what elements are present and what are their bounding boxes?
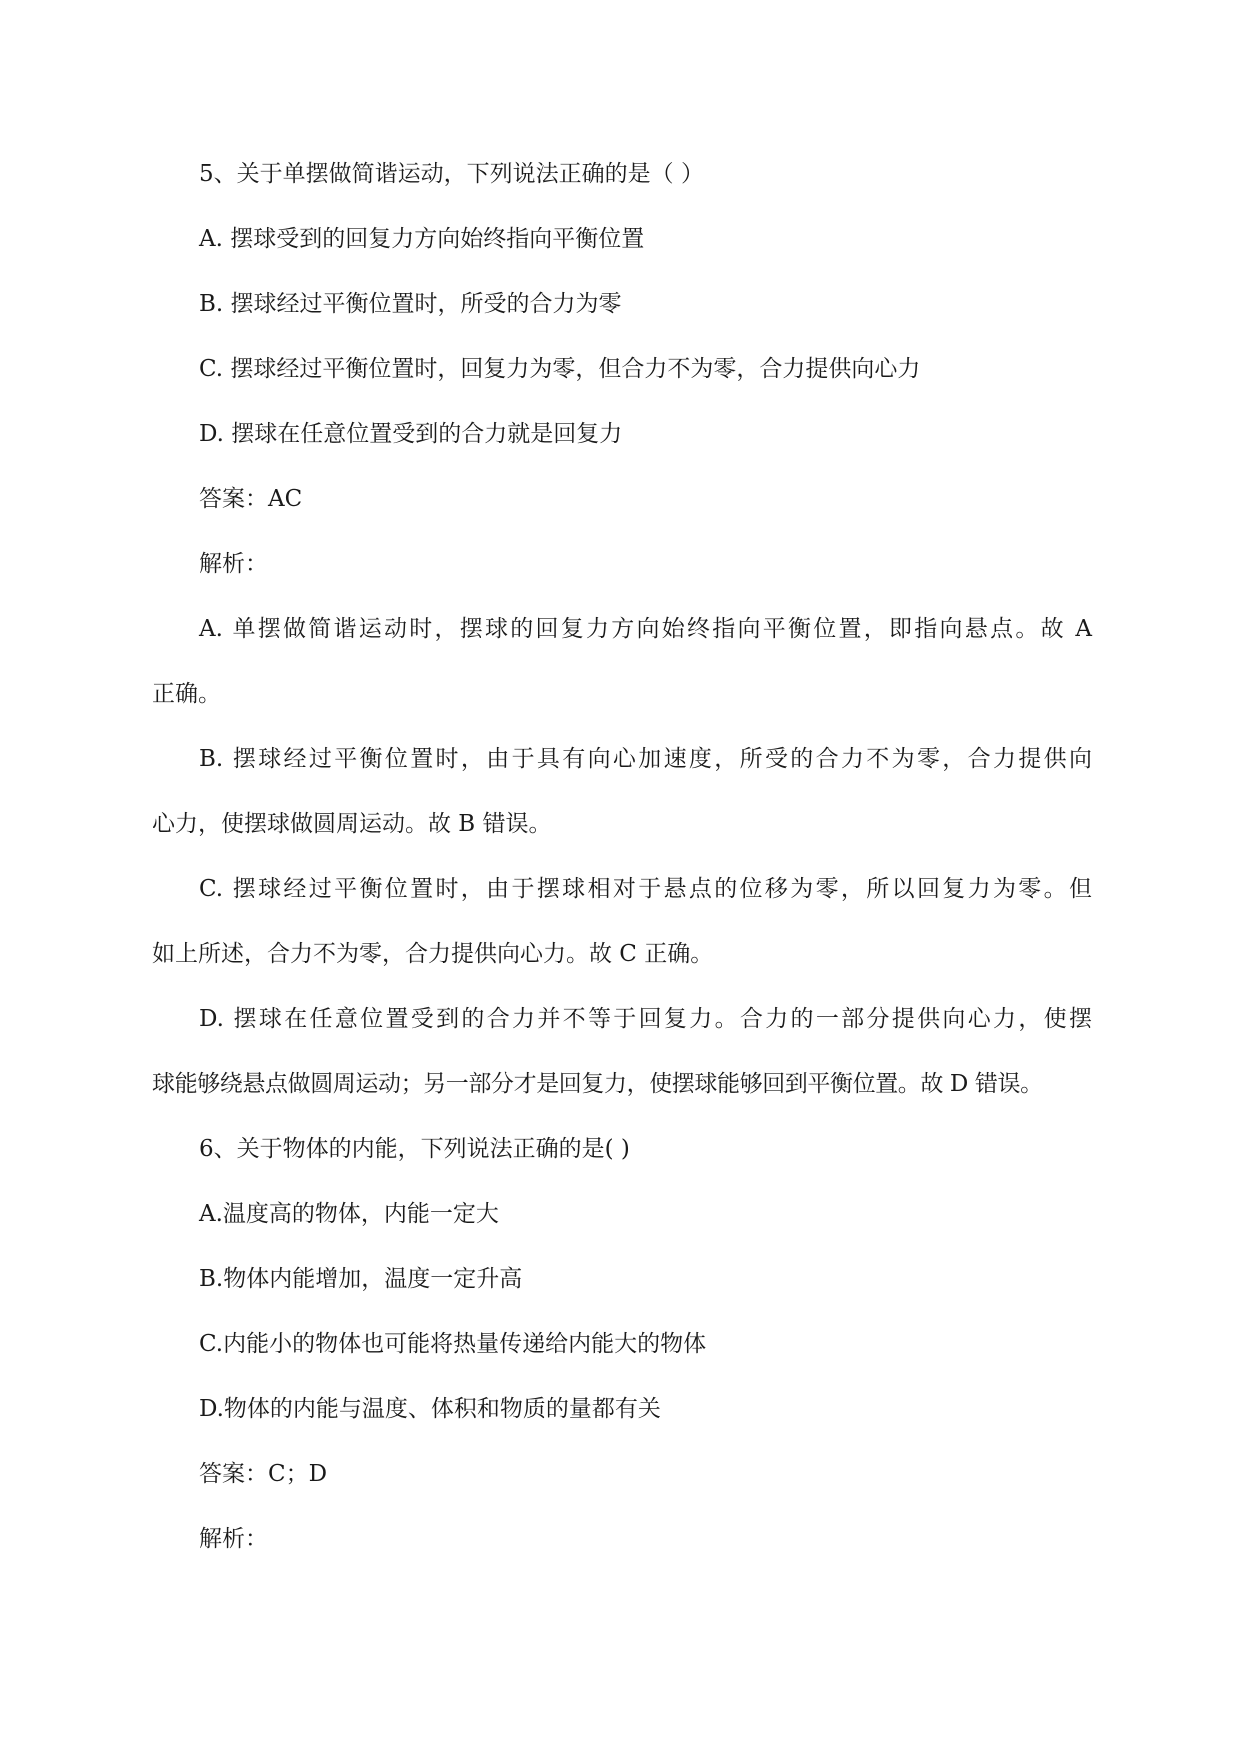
document-content xyxy=(152,142,1092,1572)
question-5-answer: 答案：AC xyxy=(199,486,303,512)
question-5-analysis-label: 解析： xyxy=(199,551,268,577)
analysis-d-line-1: D. 摆球在任意位置受到的合力并不等于回复力。合力的一部分提供向心力，使摆 xyxy=(199,1006,1092,1032)
analysis-b-line-2: 心力，使摆球做圆周运动。故 B 错误。 xyxy=(152,811,552,837)
question-6-option-a: A.温度高的物体，内能一定大 xyxy=(199,1201,499,1227)
question-5-option-a: A. 摆球受到的回复力方向始终指向平衡位置 xyxy=(199,226,645,252)
question-5-option-b: B. 摆球经过平衡位置时，所受的合力为零 xyxy=(199,291,622,317)
analysis-d-line-2: 球能够绕悬点做圆周运动；另一部分才是回复力，使摆球能够回到平衡位置。故 D 错误。 xyxy=(152,1071,1043,1097)
analysis-a-line-2: 正确。 xyxy=(152,681,221,707)
analysis-b-line-1: B. 摆球经过平衡位置时，由于具有向心加速度，所受的合力不为零，合力提供向 xyxy=(199,746,1092,772)
analysis-c-line-2: 如上所述，合力不为零，合力提供向心力。故 C 正确。 xyxy=(152,941,714,967)
question-6-option-b: B.物体内能增加，温度一定升高 xyxy=(199,1266,523,1292)
question-6-answer: 答案：C；D xyxy=(199,1461,328,1487)
question-6-option-d: D.物体的内能与温度、体积和物质的量都有关 xyxy=(199,1396,661,1422)
analysis-c-line-1: C. 摆球经过平衡位置时，由于摆球相对于悬点的位移为零，所以回复力为零。但 xyxy=(199,876,1092,902)
question-6-analysis-label: 解析： xyxy=(199,1526,268,1552)
question-6-option-c: C.内能小的物体也可能将热量传递给内能大的物体 xyxy=(199,1331,707,1357)
question-5-stem: 5、关于单摆做简谐运动，下列说法正确的是（ ） xyxy=(199,161,704,187)
question-6-stem: 6、关于物体的内能，下列说法正确的是( ) xyxy=(199,1136,630,1162)
analysis-a-line-1: A. 单摆做简谐运动时，摆球的回复力方向始终指向平衡位置，即指向悬点。故 A xyxy=(199,616,1092,642)
question-5-option-c: C. 摆球经过平衡位置时，回复力为零，但合力不为零，合力提供向心力 xyxy=(199,356,921,382)
question-5-option-d: D. 摆球在任意位置受到的合力就是回复力 xyxy=(199,421,623,447)
